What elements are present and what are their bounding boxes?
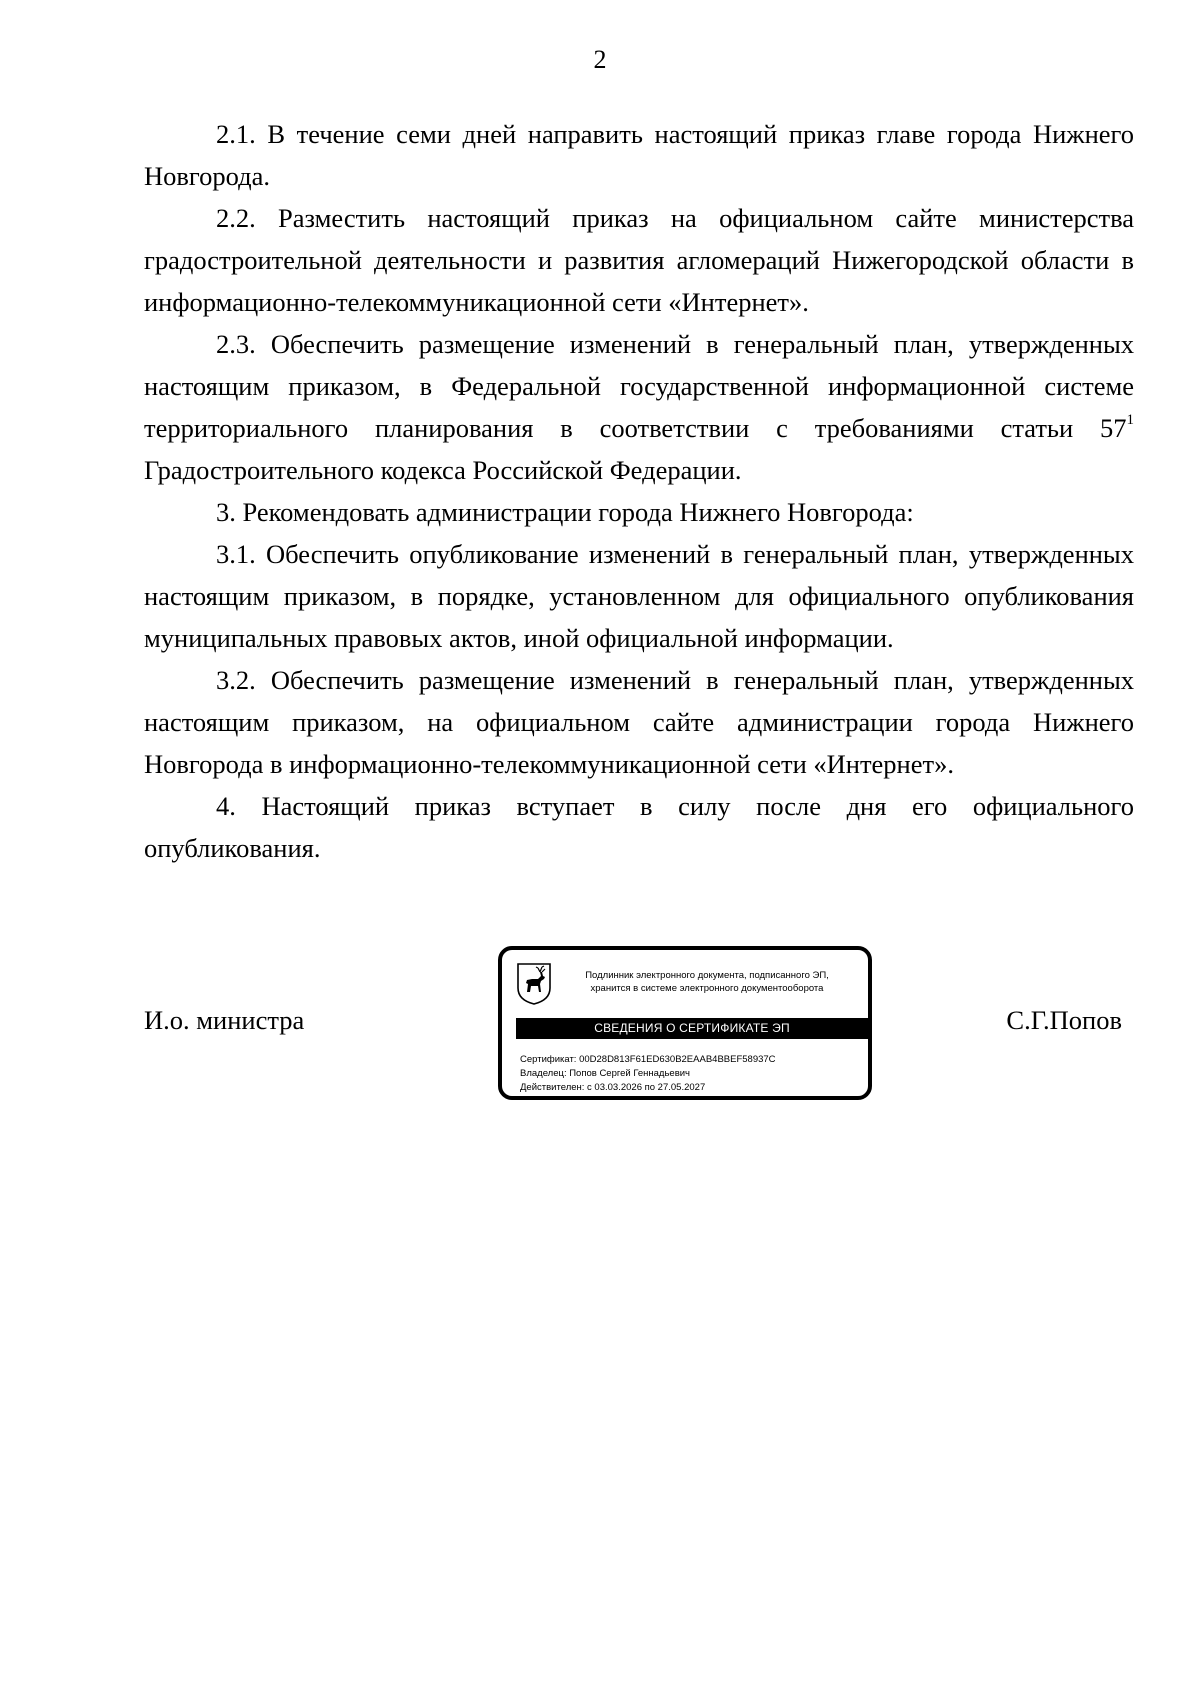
- document-body: [144, 113, 1134, 869]
- stamp-title-bar: СВЕДЕНИЯ О СЕРТИФИКАТЕ ЭП: [516, 1018, 868, 1039]
- signatory-role: И.о. министра: [144, 1005, 305, 1035]
- paragraph-2-1: 2.1. В течение семи дней направить настоящий приказ главе города Нижнего Новгорода.: [144, 119, 1134, 191]
- paragraph-3-1: 3.1. Обеспечить опубликование изменений в генеральный план, утвержденных настоящим приказом, в порядке, установленном для официального опубликования муниципальных правовых актов, иной официальной информации.: [144, 539, 1134, 653]
- stamp-header-line-1: Подлинник электронного документа, подписанного ЭП,: [585, 970, 829, 981]
- certificate-validity: Действителен: с 03.03.2026 по 27.05.2027: [520, 1082, 706, 1093]
- paragraph-4: 4. Настоящий приказ вступает в силу после дня его официального опубликования.: [144, 791, 1134, 863]
- paragraph-3-2: 3.2. Обеспечить размещение изменений в генеральный план, утвержденных настоящим приказом, на официальном сайте администрации города Нижнего Новгорода в информационно-телекоммуникационной сети «Интернет».: [144, 665, 1134, 779]
- paragraph-2-3-tail: Градостроительного кодекса Российской Федерации.: [144, 455, 742, 485]
- paragraph-2-3: [144, 323, 1134, 491]
- electronic-signature-stamp: [498, 946, 872, 1100]
- stamp-header-line-2: хранится в системе электронного документооборота: [590, 983, 824, 994]
- paragraph-3: 3. Рекомендовать администрации города Нижнего Новгорода:: [216, 497, 914, 527]
- page-number: 2: [593, 45, 607, 74]
- paragraph-2-3-text: 2.3. Обеспечить размещение изменений в генеральный план, утвержденных настоящим приказом, в Федеральной государственной информационной системе территориального планирования в соответствии с требованиями статьи 57: [144, 329, 1134, 443]
- paragraph-2-2: 2.2. Разместить настоящий приказ на официальном сайте министерства градостроительной деятельности и развития агломераций Нижегородской области в информационно-телекоммуникационной сети «Интернет».: [144, 203, 1134, 317]
- certificate-details: [520, 1053, 865, 1095]
- certificate-owner: Владелец: Попов Сергей Геннадьевич: [520, 1068, 691, 1079]
- stamp-header: [562, 969, 852, 995]
- deer-coat-of-arms-icon: [516, 962, 552, 1006]
- article-superscript: 1: [1126, 412, 1134, 429]
- signatory-name: С.Г.Попов: [1006, 1005, 1122, 1035]
- certificate-number: Сертификат: 00D28D813F61ED630B2EAAB4BBEF58937C: [520, 1054, 776, 1065]
